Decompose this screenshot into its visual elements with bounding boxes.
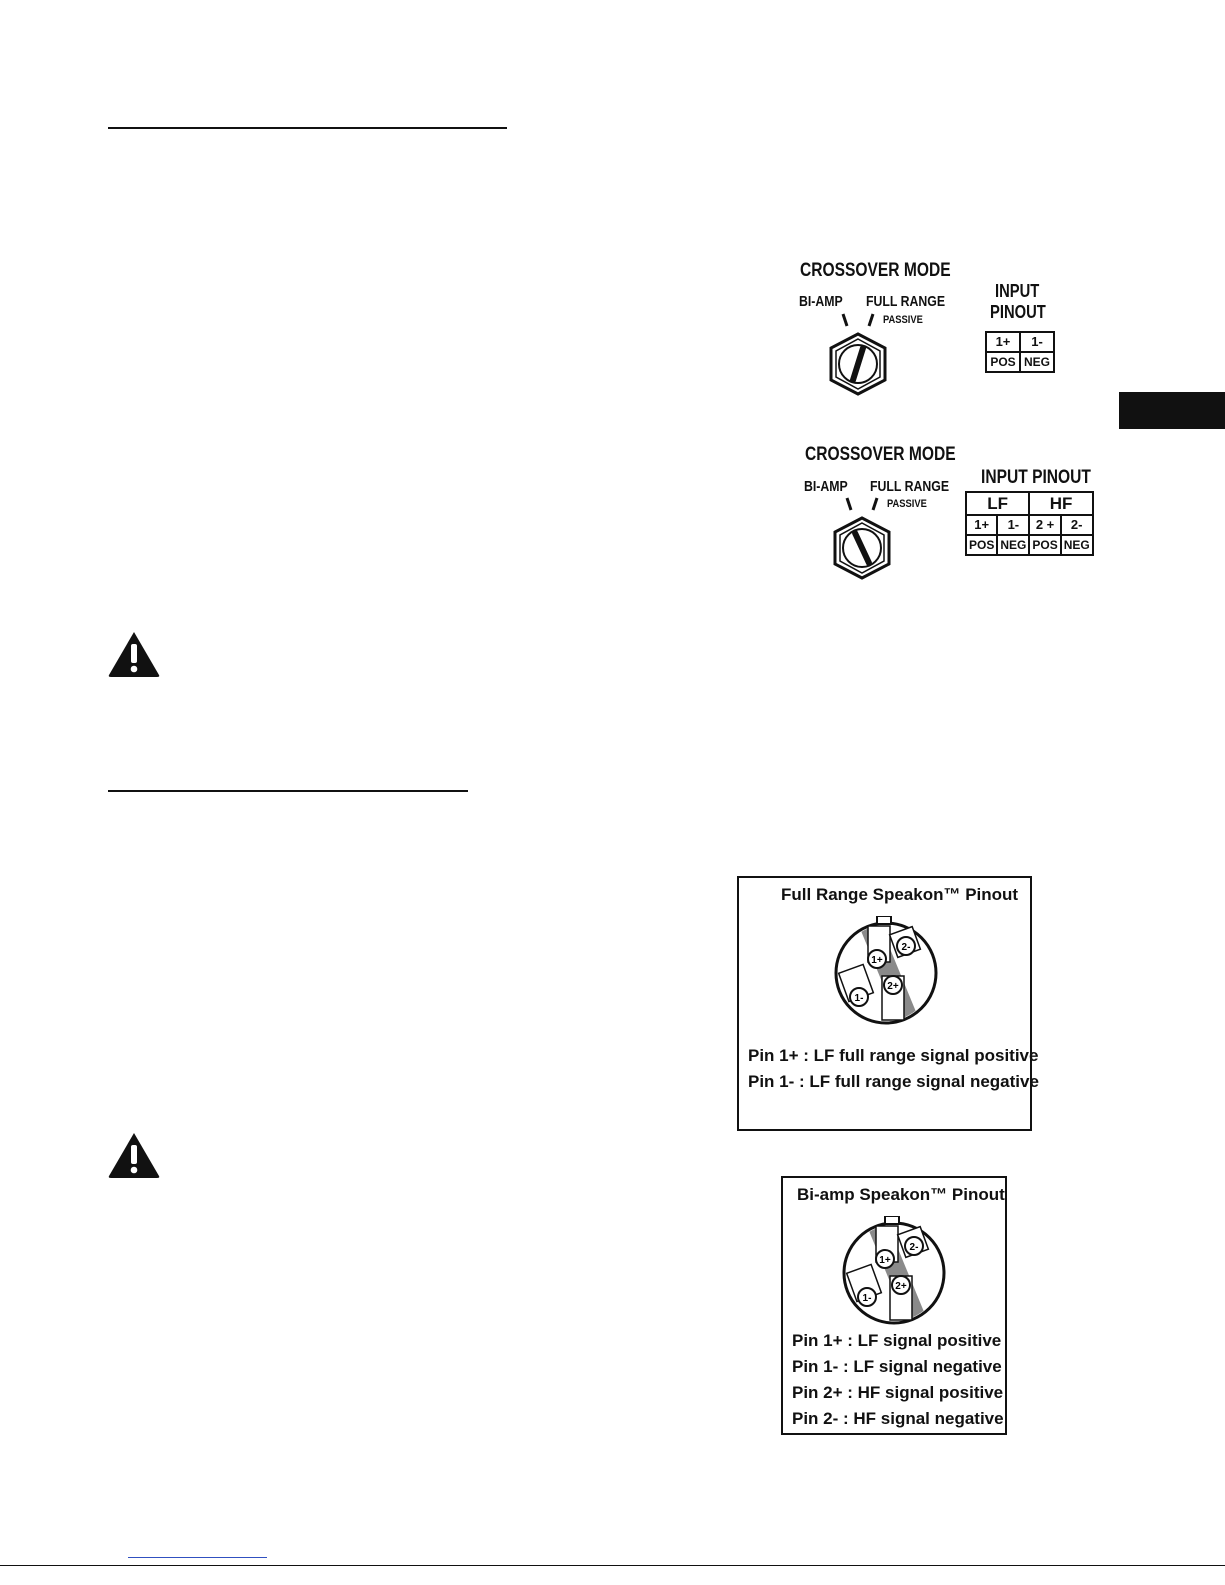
pin-description-list <box>792 1328 1004 1432</box>
pin-description: Pin 1+ : LF full range signal positive <box>748 1046 1039 1065</box>
pin-label: 2+ <box>895 1281 907 1292</box>
box-title: Bi-amp Speakon™ Pinout <box>797 1185 1005 1204</box>
polarity-cell: NEG <box>1020 352 1054 372</box>
section-tab-marker <box>1119 392 1225 429</box>
crossover-mode-title: CROSSOVER MODE <box>800 260 951 281</box>
section-rule-middle <box>108 790 468 792</box>
polarity-cell: POS <box>966 535 997 555</box>
bi-amp-label: BI-AMP <box>799 293 843 310</box>
input-pinout-table <box>965 491 1094 556</box>
pin-label: 1+ <box>879 1255 891 1266</box>
crossover-knob[interactable] <box>826 312 890 400</box>
pin-label: 2- <box>909 1242 919 1253</box>
full-range-label: FULL RANGE <box>870 478 950 495</box>
section-rule-top <box>108 127 507 129</box>
polarity-cell: NEG <box>1061 535 1093 555</box>
pin-description: Pin 2+ : HF signal positive <box>792 1383 1004 1402</box>
pin-description: Pin 2- : HF signal negative <box>792 1409 1004 1428</box>
passive-label: PASSIVE <box>887 498 927 510</box>
pin-label: 1+ <box>871 955 883 966</box>
crossover-mode-title: CROSSOVER MODE <box>805 444 956 465</box>
pin-label: 1- <box>862 1293 872 1304</box>
speakon-connector-icon <box>831 916 941 1026</box>
pin-description: Pin 1+ : LF signal positive <box>792 1331 1002 1350</box>
band-cell: HF <box>1029 492 1092 515</box>
warning-icon <box>106 1130 162 1180</box>
crossover-knob[interactable] <box>830 496 894 584</box>
pin-cell: 2 + <box>1029 515 1060 535</box>
pin-label: 2- <box>901 942 911 953</box>
pin-description-list <box>748 1043 1039 1095</box>
polarity-cell: POS <box>1029 535 1060 555</box>
box-title: Full Range Speakon™ Pinout <box>781 885 1019 904</box>
pin-cell: 1- <box>997 515 1029 535</box>
footer-link-underline <box>128 1557 267 1558</box>
pin-cell: 2- <box>1061 515 1093 535</box>
speakon-connector-icon <box>839 1216 949 1326</box>
pin-label: 2+ <box>887 981 899 992</box>
pin-label: 1- <box>854 993 864 1004</box>
input-pinout-title-line1: INPUT <box>995 281 1040 301</box>
pin-cell: 1+ <box>966 515 997 535</box>
footer-rule <box>0 1565 1225 1566</box>
full-range-label: FULL RANGE <box>866 293 946 310</box>
input-pinout-table <box>985 331 1055 373</box>
passive-label: PASSIVE <box>883 314 923 326</box>
input-pinout-title: INPUT PINOUT <box>981 467 1091 488</box>
polarity-row <box>966 535 1093 555</box>
band-row <box>966 492 1093 515</box>
bi-amp-speakon-box <box>781 1176 1007 1435</box>
pin-description: Pin 1- : LF signal negative <box>792 1357 1002 1376</box>
polarity-cell: POS <box>986 352 1020 372</box>
pin-description: Pin 1- : LF full range signal negative <box>748 1072 1039 1091</box>
pin-row <box>986 332 1054 352</box>
polarity-row <box>986 352 1054 372</box>
full-range-speakon-box <box>737 876 1039 1131</box>
polarity-cell: NEG <box>997 535 1029 555</box>
band-cell: LF <box>966 492 1029 515</box>
input-pinout-title-line2: PINOUT <box>990 302 1046 322</box>
pin-row <box>966 515 1093 535</box>
pin-cell: 1+ <box>986 332 1020 352</box>
pin-cell: 1- <box>1020 332 1054 352</box>
bi-amp-label: BI-AMP <box>804 478 848 495</box>
warning-icon <box>106 629 162 679</box>
